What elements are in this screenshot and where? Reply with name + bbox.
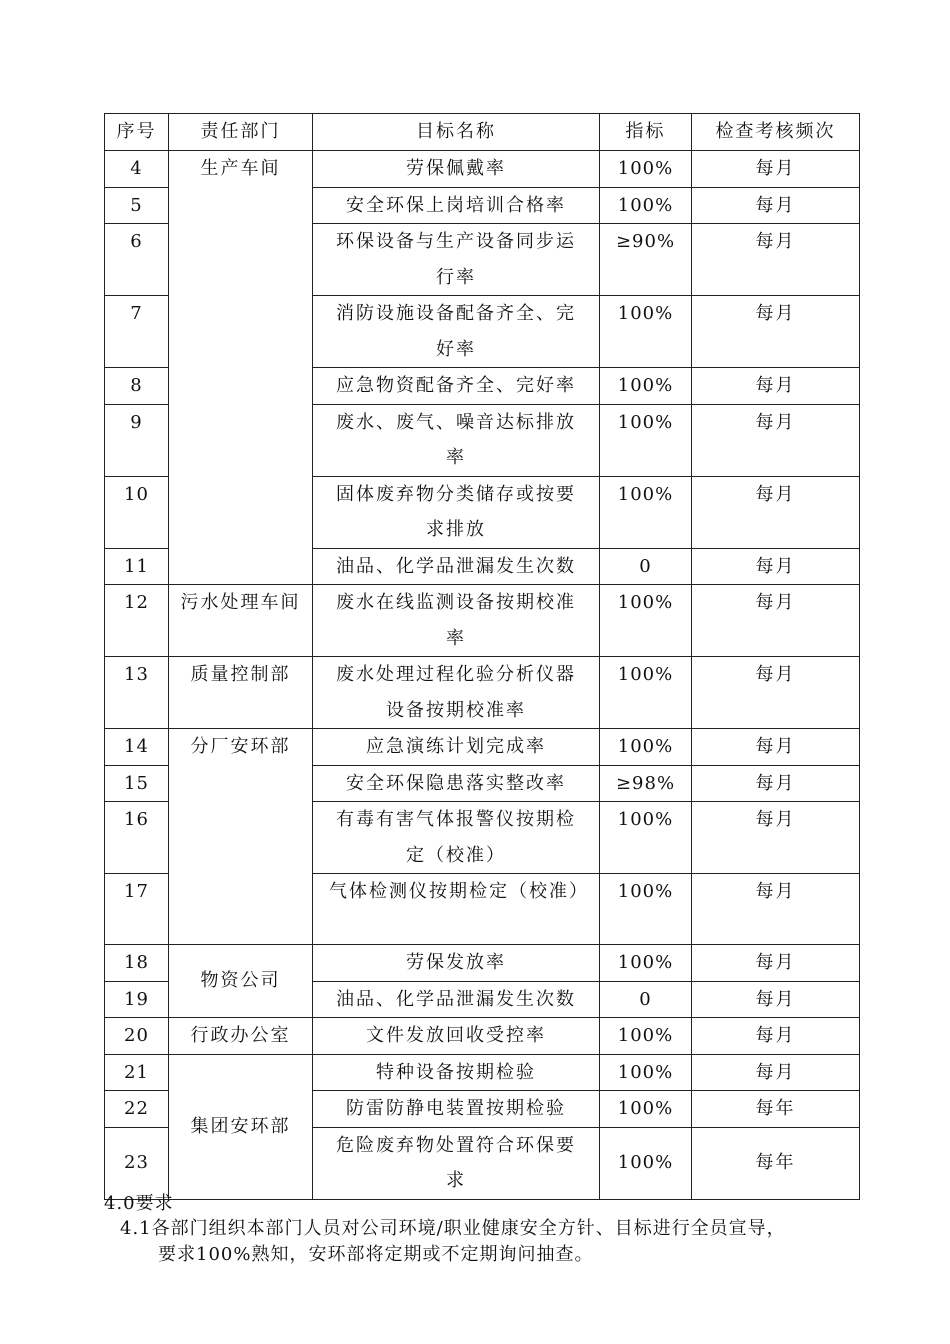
row-seq: 4 — [105, 151, 169, 188]
row-freq: 每月 — [692, 729, 860, 766]
row-target: 有毒有害气体报警仪按期检定（校准） — [313, 802, 600, 874]
row-target: 防雷防静电装置按期检验 — [313, 1091, 600, 1128]
row-seq: 15 — [105, 765, 169, 802]
row-seq: 16 — [105, 802, 169, 874]
requirement-item-line-1: 4.1各部门组织本部门人员对公司环境/职业健康安全方针、目标进行全员宣导， — [120, 1218, 786, 1239]
row-target: 消防设施设备配备齐全、完好率 — [313, 296, 600, 368]
table-row — [105, 585, 860, 657]
row-freq: 每月 — [692, 981, 860, 1018]
row-freq: 每年 — [692, 1127, 860, 1199]
row-seq: 9 — [105, 404, 169, 476]
row-seq: 21 — [105, 1054, 169, 1091]
row-index: 100% — [600, 296, 692, 368]
header-freq: 检查考核频次 — [692, 114, 860, 151]
row-dept: 物资公司 — [169, 945, 313, 1018]
row-target: 应急演练计划完成率 — [313, 729, 600, 766]
row-freq: 每月 — [692, 802, 860, 874]
row-target: 应急物资配备齐全、完好率 — [313, 368, 600, 405]
row-seq: 23 — [105, 1127, 169, 1199]
row-freq: 每年 — [692, 1091, 860, 1128]
row-index: 100% — [600, 404, 692, 476]
row-freq: 每月 — [692, 151, 860, 188]
row-target: 固体废弃物分类储存或按要求排放 — [313, 476, 600, 548]
row-index: 100% — [600, 802, 692, 874]
row-seq: 17 — [105, 874, 169, 945]
row-freq: 每月 — [692, 585, 860, 657]
table-row — [105, 151, 860, 188]
row-seq: 6 — [105, 224, 169, 296]
row-index: 100% — [600, 368, 692, 405]
row-freq: 每月 — [692, 945, 860, 982]
row-freq: 每月 — [692, 765, 860, 802]
row-target: 劳保佩戴率 — [313, 151, 600, 188]
requirements-heading: 4.0要求 — [104, 1193, 174, 1214]
header-seq: 序号 — [105, 114, 169, 151]
row-dept: 质量控制部 — [169, 657, 313, 729]
row-index: 100% — [600, 1018, 692, 1055]
row-target: 特种设备按期检验 — [313, 1054, 600, 1091]
row-target: 废水处理过程化验分析仪器设备按期校准率 — [313, 657, 600, 729]
row-freq: 每月 — [692, 187, 860, 224]
row-freq: 每月 — [692, 1018, 860, 1055]
table-header-row — [105, 114, 860, 151]
row-index: 100% — [600, 151, 692, 188]
row-index: 100% — [600, 657, 692, 729]
row-seq: 18 — [105, 945, 169, 982]
row-target: 安全环保隐患落实整改率 — [313, 765, 600, 802]
row-seq: 14 — [105, 729, 169, 766]
row-freq: 每月 — [692, 657, 860, 729]
row-seq: 5 — [105, 187, 169, 224]
table-row — [105, 1054, 860, 1091]
row-target: 气体检测仪按期检定（校准） — [313, 874, 600, 945]
row-seq: 13 — [105, 657, 169, 729]
row-seq: 22 — [105, 1091, 169, 1128]
row-freq: 每月 — [692, 296, 860, 368]
row-index: 100% — [600, 1054, 692, 1091]
row-freq: 每月 — [692, 1054, 860, 1091]
row-target: 油品、化学品泄漏发生次数 — [313, 548, 600, 585]
table-row — [105, 945, 860, 982]
row-seq: 19 — [105, 981, 169, 1018]
row-index: 100% — [600, 945, 692, 982]
target-table — [104, 113, 860, 1200]
row-index: 0 — [600, 981, 692, 1018]
row-seq: 10 — [105, 476, 169, 548]
row-target: 环保设备与生产设备同步运行率 — [313, 224, 600, 296]
row-index: ≥90% — [600, 224, 692, 296]
table-row — [105, 1018, 860, 1055]
header-dept: 责任部门 — [169, 114, 313, 151]
row-index: ≥98% — [600, 765, 692, 802]
row-target: 废水在线监测设备按期校准率 — [313, 585, 600, 657]
row-dept: 集团安环部 — [169, 1054, 313, 1199]
row-seq: 12 — [105, 585, 169, 657]
table-row — [105, 729, 860, 766]
row-target: 文件发放回收受控率 — [313, 1018, 600, 1055]
row-index: 100% — [600, 187, 692, 224]
row-target: 安全环保上岗培训合格率 — [313, 187, 600, 224]
row-freq: 每月 — [692, 548, 860, 585]
requirement-item-line-2: 要求100%熟知，安环部将定期或不定期询问抽查。 — [158, 1244, 594, 1265]
header-target: 目标名称 — [313, 114, 600, 151]
row-seq: 11 — [105, 548, 169, 585]
row-index: 100% — [600, 585, 692, 657]
row-freq: 每月 — [692, 224, 860, 296]
row-target: 废水、废气、噪音达标排放率 — [313, 404, 600, 476]
row-dept: 分厂安环部 — [169, 729, 313, 945]
row-freq: 每月 — [692, 476, 860, 548]
row-seq: 8 — [105, 368, 169, 405]
row-index: 100% — [600, 476, 692, 548]
header-index: 指标 — [600, 114, 692, 151]
row-dept: 行政办公室 — [169, 1018, 313, 1055]
row-target: 劳保发放率 — [313, 945, 600, 982]
row-target: 危险废弃物处置符合环保要求 — [313, 1127, 600, 1199]
row-dept: 生产车间 — [169, 151, 313, 585]
row-index: 0 — [600, 548, 692, 585]
row-index: 100% — [600, 874, 692, 945]
row-index: 100% — [600, 1091, 692, 1128]
row-freq: 每月 — [692, 404, 860, 476]
row-seq: 7 — [105, 296, 169, 368]
row-dept: 污水处理车间 — [169, 585, 313, 657]
row-index: 100% — [600, 729, 692, 766]
row-freq: 每月 — [692, 874, 860, 945]
row-freq: 每月 — [692, 368, 860, 405]
row-seq: 20 — [105, 1018, 169, 1055]
table-row — [105, 657, 860, 729]
row-index: 100% — [600, 1127, 692, 1199]
row-target: 油品、化学品泄漏发生次数 — [313, 981, 600, 1018]
